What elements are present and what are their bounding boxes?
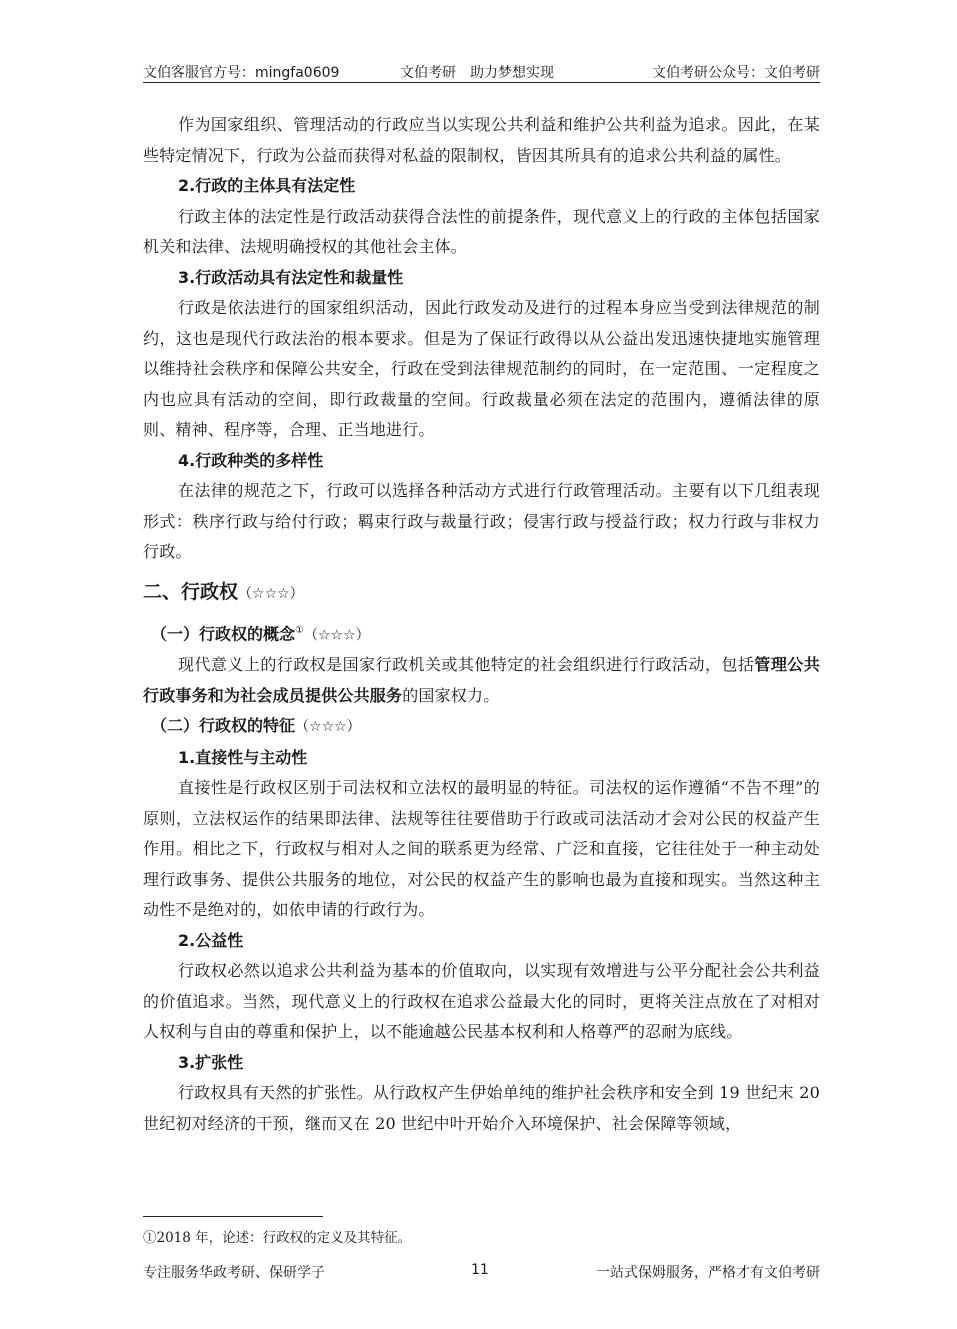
importance-stars: （☆☆☆） xyxy=(303,626,370,643)
item-heading: 1.直接性与主动性 xyxy=(178,747,308,767)
paragraph-text: 的国家权力。 xyxy=(402,685,500,705)
paragraph: 行政是依法进行的国家组织活动，因此行政发动及进行的过程本身应当受到法律规范的制约，这也是现代行政法治的根本要求。但是为了保证行政得以从公益出发迅速快捷地实施管理以维持社会秩序和保障公共安全，行政在受到法律规范制约的同时，在一定范围、一定程度之内也应具有活动的空间，即行政裁量的空间。行政裁量必须在法定的范围内，遵循法律的原则、精神、程序等，合理、正当地进行。 xyxy=(143,298,820,439)
header-right-text: 文伯考研公众号：文伯考研 xyxy=(652,65,820,81)
subsection-title: （二）行政权的特征 xyxy=(151,716,296,736)
paragraph-text: 现代意义上的行政权是国家行政机关或其他特定的社会组织进行行政活动，包括 xyxy=(178,655,755,675)
section-heading xyxy=(143,578,820,608)
page-footer xyxy=(143,1262,820,1284)
item-heading: 2.行政的主体具有法定性 xyxy=(178,176,356,195)
footnote: ①2018 年，论述：行政权的定义及其特征。 xyxy=(143,1230,412,1246)
footer-left-text: 专注服务华政考研、保研学子 xyxy=(143,1265,325,1281)
page-number: 11 xyxy=(471,1262,489,1278)
subsection-heading xyxy=(143,711,820,743)
item-heading: 4.行政种类的多样性 xyxy=(178,450,324,470)
item-heading: 3.扩张性 xyxy=(178,1052,244,1072)
paragraph: 行政权必然以追求公共利益为基本的价值取向，以实现有效增进与公平分配社会公共利益的价值追求。当然，现代意义上的行政权在追求公益最大化的同时，更将关注点放在了对相对人权利与自由的尊重和保护上，以不能逾越公民基本权利和人格尊严的忍耐为底线。 xyxy=(143,961,820,1042)
item-heading: 3.行政活动具有法定性和裁量性 xyxy=(178,267,404,287)
paragraph: 行政主体的法定性是行政活动获得合法性的前提条件，现代意义上的行政的主体包括国家机关和法律、法规明确授权的其他社会主体。 xyxy=(143,206,820,256)
page-body xyxy=(143,110,820,1139)
subsection-heading xyxy=(143,616,820,651)
header-center-text: 文伯考研 助力梦想实现 xyxy=(400,65,554,81)
section-title: 二、行政权 xyxy=(143,580,239,603)
importance-stars: （☆☆☆） xyxy=(295,719,361,736)
item-heading: 2.公益性 xyxy=(178,930,244,950)
subsection-title: （一）行政权的概念 xyxy=(151,623,296,643)
paragraph: 在法律的规范之下，行政可以选择各种活动方式进行行政管理活动。主要有以下几组表现形式：秩序行政与给付行政；羁束行政与裁量行政；侵害行政与授益行政；权力行政与非权力行政。 xyxy=(143,481,820,561)
footnote-marker: ① xyxy=(295,624,304,636)
emphasis-text: 管理公共行政事务和为社会成员提供公共服务 xyxy=(143,655,820,705)
paragraph: 行政权具有天然的扩张性。从行政权产生伊始单纯的维护社会秩序和安全到 19 世纪末 20 世纪初对经济的干预，继而又在 20 世纪中叶开始介入环境保护、社会保障等领域， xyxy=(143,1083,820,1133)
paragraph: 直接性是行政权区别于司法权和立法权的最明显的特征。司法权的运作遵循“不告不理”的原则，立法权运作的结果即法律、法规等往往要借助于行政或司法活动才会对公民的权益产生作用。相比之下，行政权与相对人之间的联系更为经常、广泛和直接，它往往处于一种主动处理行政事务、提供公共服务的地位，对公民的权益产生的影响也最为直接和现实。当然这种主动性不是绝对的，如依申请的行政行为。 xyxy=(143,778,820,920)
importance-stars: （☆☆☆） xyxy=(238,585,304,602)
footer-right-text: 一站式保姆服务，严格才有文伯考研 xyxy=(596,1265,820,1281)
paragraph: 作为国家组织、管理活动的行政应当以实现公共利益和维护公共利益为追求。因此，在某些特定情况下，行政为公益而获得对私益的限制权，皆因其所具有的追求公共利益的属性。 xyxy=(143,115,820,165)
page-header xyxy=(143,58,820,83)
footnote-divider xyxy=(143,1216,323,1217)
paragraph xyxy=(143,650,820,711)
header-left-text: 文伯客服官方号：mingfa0609 xyxy=(143,65,340,81)
